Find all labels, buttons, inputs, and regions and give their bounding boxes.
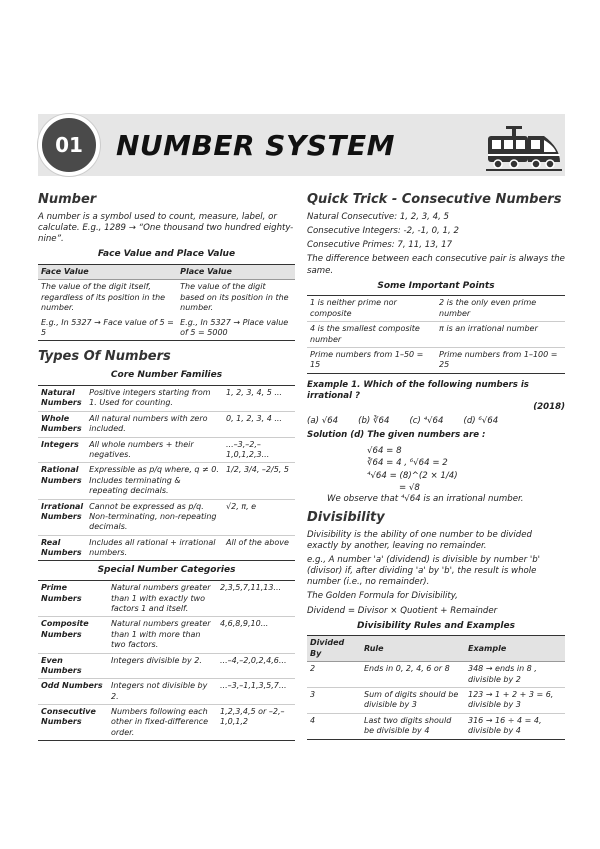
difference-note: The difference between each consecutive pair is always the same. bbox=[307, 254, 565, 276]
rule-cell: Sum of digits should be divisible by 3 bbox=[361, 687, 465, 713]
row-example: 1,2,3,4,5 or –2,–1,0,1,2 bbox=[217, 705, 295, 741]
row-example: 0, 1, 2, 3, 4 ... bbox=[223, 411, 295, 437]
col-header: Example bbox=[465, 636, 565, 662]
col-header: Rule bbox=[361, 636, 465, 662]
row-description: Integers divisible by 2. bbox=[108, 653, 217, 679]
row-label: Rational Numbers bbox=[38, 463, 86, 499]
core-families-table bbox=[38, 385, 295, 561]
table-row bbox=[307, 662, 565, 688]
place-value-header: Place Value bbox=[177, 265, 295, 280]
natural-consecutive: Natural Consecutive: 1, 2, 3, 4, 5 bbox=[307, 211, 450, 222]
option-b: (b) ∛64 bbox=[358, 416, 390, 427]
core-families-title: Core Number Families bbox=[110, 370, 223, 381]
number-heading: Number bbox=[38, 192, 97, 207]
rule-cell: Last two digits should be divisible by 4 bbox=[361, 713, 465, 739]
row-example: 1/2, 3/4, –2/5, 5 bbox=[223, 463, 295, 499]
golden-formula: Dividend = Divisor × Quotient + Remainder bbox=[307, 605, 498, 616]
important-points-table bbox=[307, 295, 565, 373]
math-line: √64 = 8 bbox=[367, 445, 402, 456]
point-cell: 2 is the only even prime number bbox=[436, 296, 565, 322]
quick-trick-heading: Quick Trick - Consecutive Numbers bbox=[307, 192, 562, 207]
types-heading: Types Of Numbers bbox=[38, 349, 171, 365]
row-label: Whole Numbers bbox=[38, 411, 86, 437]
math-line: = √8 bbox=[399, 483, 420, 493]
point-cell: Prime numbers from 1–50 = 15 bbox=[307, 348, 436, 374]
table-row bbox=[307, 687, 565, 713]
math-line: ∛64 = 4 , ⁶√64 = 2 bbox=[367, 458, 448, 469]
divisor-cell: 3 bbox=[307, 687, 361, 713]
example-options bbox=[307, 416, 565, 427]
left-column bbox=[38, 192, 295, 741]
divisibility-example: e.g., A number 'a' (dividend) is divisible by number 'b' (divisor) if, after dividing 'a' by 'b', the result is whole number (i.e., no remainder). bbox=[307, 554, 541, 588]
row-example: ...–3,–1,1,3,5,7... bbox=[217, 679, 295, 705]
row-example: √2, π, e bbox=[223, 499, 295, 535]
example-text: Example 1. Which of the following numbers is irrational ? bbox=[307, 379, 529, 401]
point-cell: Prime numbers from 1–100 = 25 bbox=[436, 348, 565, 374]
table-row bbox=[38, 437, 295, 463]
row-description: Natural numbers greater than 1 with exactly two factors 1 and itself. bbox=[108, 581, 217, 617]
row-description: Includes all rational + irrational numbers. bbox=[86, 535, 223, 561]
table-row bbox=[307, 296, 565, 322]
row-example: 4,6,8,9,10... bbox=[217, 617, 295, 653]
row-description: Numbers following each other in fixed-difference order. bbox=[108, 705, 217, 741]
special-categories-table bbox=[38, 580, 295, 741]
chapter-title: NUMBER SYSTEM bbox=[116, 129, 396, 162]
table-row bbox=[38, 617, 295, 653]
row-example: All of the above bbox=[223, 535, 295, 561]
example-cell: 123 → 1 + 2 + 3 = 6, divisible by 3 bbox=[465, 687, 565, 713]
point-cell: 4 is the smallest composite number bbox=[307, 322, 436, 348]
row-description: All whole numbers + their negatives. bbox=[86, 437, 223, 463]
option-d: (d) ⁶√64 bbox=[463, 416, 499, 427]
row-label: Even Numbers bbox=[38, 653, 108, 679]
row-label: Integers bbox=[38, 437, 86, 463]
example-cell: 316 → 16 ÷ 4 = 4, divisible by 4 bbox=[465, 713, 565, 739]
row-example: 2,3,5,7,11,13... bbox=[217, 581, 295, 617]
row-label: Real Numbers bbox=[38, 535, 86, 561]
golden-formula-label: The Golden Formula for Divisibility, bbox=[307, 591, 458, 602]
row-description: Integers not divisible by 2. bbox=[108, 679, 217, 705]
example-year: (2018) bbox=[533, 402, 565, 413]
row-description: All natural numbers with zero included. bbox=[86, 411, 223, 437]
place-value-example: E.g., In 5327 → Place value of 5 = 5000 bbox=[177, 316, 295, 341]
divisibility-heading: Divisibility bbox=[307, 509, 385, 525]
divisibility-rules-table bbox=[307, 635, 565, 739]
table-row bbox=[38, 499, 295, 535]
row-description: Natural numbers greater than 1 with more than two factors. bbox=[108, 617, 217, 653]
row-description: Expressible as p/q where, q ≠ 0. Includes terminating & repeating decimals. bbox=[86, 463, 223, 499]
rule-cell: Ends in 0, 2, 4, 6 or 8 bbox=[361, 662, 465, 688]
number-definition: A number is a symbol used to count, measure, label, or calculate. E.g., 1289 → “One thousand two hundred eighty-nine”. bbox=[38, 211, 294, 245]
math-line: ⁴√64 = (8)^(2 × 1/4) bbox=[367, 470, 458, 481]
point-cell: 1 is neither prime nor composite bbox=[307, 296, 436, 322]
solution-line: Solution (d) The given numbers are : bbox=[307, 430, 486, 441]
table-row bbox=[38, 411, 295, 437]
row-description: Positive integers starting from 1. Used for counting. bbox=[86, 386, 223, 412]
table-row bbox=[38, 679, 295, 705]
face-place-table bbox=[38, 264, 295, 341]
option-c: (c) ⁴√64 bbox=[409, 416, 444, 427]
row-example: 1, 2, 3, 4, 5 ... bbox=[223, 386, 295, 412]
chapter-number-badge: 01 bbox=[38, 114, 100, 176]
table-row bbox=[38, 705, 295, 741]
row-label: Composite Numbers bbox=[38, 617, 108, 653]
option-a: (a) √64 bbox=[307, 416, 339, 427]
face-value-def: The value of the digit itself, regardless of its position in the number. bbox=[41, 282, 166, 313]
place-value-def: The value of the digit based on its position in the number. bbox=[180, 282, 289, 313]
face-value-header: Face Value bbox=[38, 265, 177, 280]
example-question bbox=[307, 380, 565, 402]
integer-consecutive: Consecutive Integers: -2, -1, 0, 1, 2 bbox=[307, 226, 459, 237]
table-row bbox=[38, 653, 295, 679]
important-points-title: Some Important Points bbox=[377, 280, 495, 291]
table-row bbox=[38, 463, 295, 499]
row-example: ...–3,–2,–1,0,1,2,3... bbox=[223, 437, 295, 463]
train-icon bbox=[486, 126, 562, 172]
face-value-title: Face Value and Place Value bbox=[97, 249, 236, 260]
table-row bbox=[307, 322, 565, 348]
col-header: Divided By bbox=[307, 636, 361, 662]
table-row bbox=[307, 713, 565, 739]
special-categories-title: Special Number Categories bbox=[97, 565, 236, 576]
row-label: Consecutive Numbers bbox=[38, 705, 108, 741]
divisibility-definition: Divisibility is the ability of one number to be divided exactly by another, leaving no remainder. bbox=[307, 529, 533, 551]
point-cell: π is an irrational number bbox=[436, 322, 565, 348]
face-value-example: E.g., In 5327 → Face value of 5 = 5 bbox=[38, 316, 177, 341]
table-row bbox=[38, 386, 295, 412]
table-row bbox=[307, 348, 565, 374]
row-label: Prime Numbers bbox=[38, 581, 108, 617]
table-row bbox=[38, 535, 295, 561]
row-label: Natural Numbers bbox=[38, 386, 86, 412]
row-label: Odd Numbers bbox=[38, 679, 108, 705]
observation: We observe that ⁴√64 is an irrational number. bbox=[327, 494, 524, 505]
right-column bbox=[307, 192, 565, 740]
divisor-cell: 2 bbox=[307, 662, 361, 688]
prime-consecutive: Consecutive Primes: 7, 11, 13, 17 bbox=[307, 240, 453, 251]
row-label: Irrational Numbers bbox=[38, 499, 86, 535]
table-row bbox=[38, 581, 295, 617]
row-description: Cannot be expressed as p/q. Non-terminating, non-repeating decimals. bbox=[86, 499, 223, 535]
solution-math bbox=[307, 445, 565, 495]
rules-title: Divisibility Rules and Examples bbox=[357, 620, 515, 631]
row-example: ...–4,–2,0,2,4,6... bbox=[217, 653, 295, 679]
divisor-cell: 4 bbox=[307, 713, 361, 739]
example-cell: 348 → ends in 8 , divisible by 2 bbox=[465, 662, 565, 688]
